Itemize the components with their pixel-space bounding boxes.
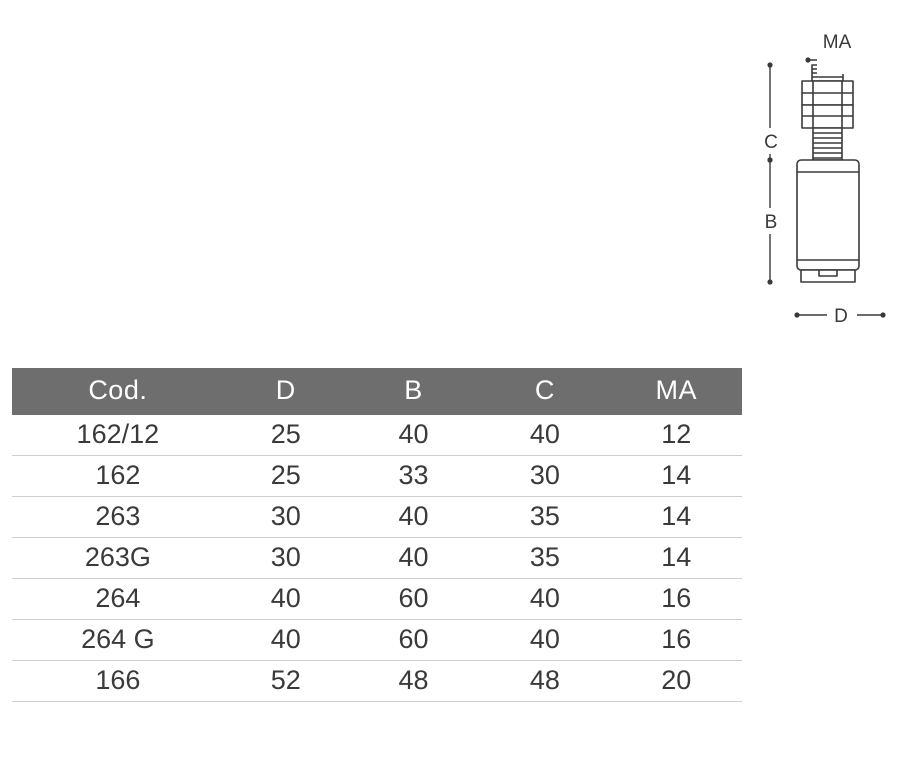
cell-b: 40 [348,415,479,456]
cell-b: 60 [348,579,479,620]
cell-ma: 20 [611,661,742,702]
cell-b: 40 [348,538,479,579]
cell-cod: 263G [12,538,224,579]
cell-cod: 263 [12,497,224,538]
cell-c: 30 [479,456,610,497]
label-b: B [764,212,778,233]
cell-c: 35 [479,497,610,538]
cell-ma: 14 [611,538,742,579]
label-d: D [834,306,848,327]
cell-d: 30 [224,538,348,579]
table-row [12,456,742,497]
cell-c: 35 [479,538,610,579]
table-row [12,661,742,702]
upper-hex-nut [802,81,853,105]
cell-d: 30 [224,497,348,538]
cell-cod: 264 G [12,620,224,661]
cell-d: 25 [224,456,348,497]
table-row [12,538,742,579]
cell-ma: 14 [611,456,742,497]
cell-c: 40 [479,579,610,620]
table-row [12,579,742,620]
threaded-shank [813,128,842,160]
cell-c: 40 [479,620,610,661]
column-header-c: C [479,368,610,415]
cell-b: 48 [348,661,479,702]
cylinder-body [797,160,859,270]
cell-d: 52 [224,661,348,702]
cell-d: 40 [224,620,348,661]
column-header-b: B [348,368,479,415]
cell-ma: 12 [611,415,742,456]
column-header-cod: Cod. [12,368,224,415]
cell-ma: 14 [611,497,742,538]
cell-d: 40 [224,579,348,620]
label-c: C [764,132,778,153]
cell-ma: 16 [611,579,742,620]
column-header-ma: MA [611,368,742,415]
cell-ma: 16 [611,620,742,661]
cell-cod: 162/12 [12,415,224,456]
cell-b: 40 [348,497,479,538]
base-pad [801,270,855,282]
cell-c: 48 [479,661,610,702]
dimensions-table [12,368,742,702]
column-header-d: D [224,368,348,415]
table-row [12,497,742,538]
cell-cod: 264 [12,579,224,620]
cell-c: 40 [479,415,610,456]
label-ma: MA [822,32,852,53]
cell-cod: 162 [12,456,224,497]
table-row [12,620,742,661]
table-header-row [12,368,742,415]
technical-drawing [735,20,890,330]
cell-b: 33 [348,456,479,497]
cell-cod: 166 [12,661,224,702]
cell-b: 60 [348,620,479,661]
middle-hex-nut [802,105,853,128]
table-row [12,415,742,456]
cell-d: 25 [224,415,348,456]
